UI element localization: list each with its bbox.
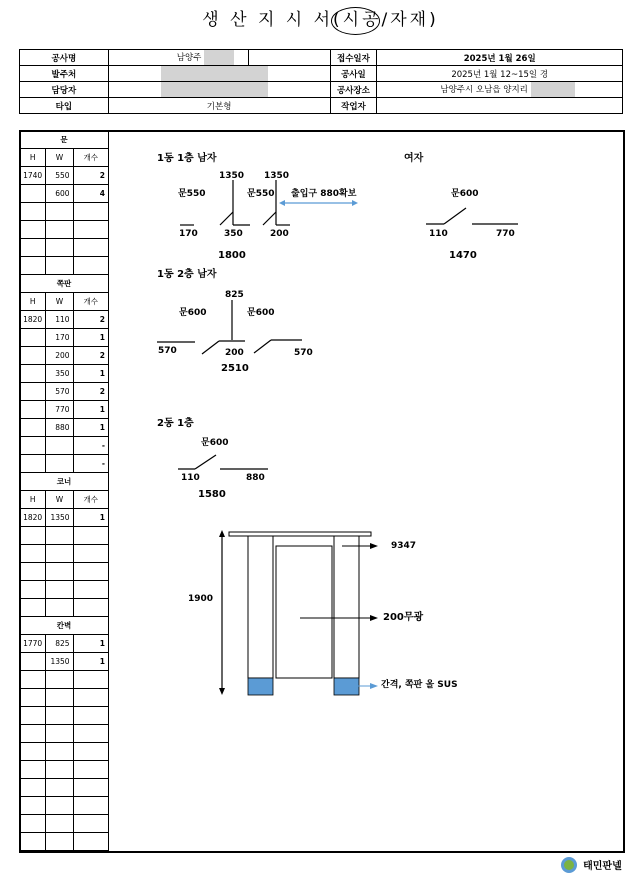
cell: - bbox=[73, 455, 108, 473]
cell: 550 bbox=[46, 167, 73, 185]
cell: 770 bbox=[46, 401, 73, 419]
value-client bbox=[108, 66, 330, 82]
document-title: 생 산 지 시 서(시공/자재) bbox=[202, 10, 439, 30]
cell: 350 bbox=[46, 365, 73, 383]
dim-825: 825 bbox=[225, 290, 244, 300]
width-770: 770 bbox=[496, 229, 515, 239]
logo-text: 태민판넬 bbox=[583, 861, 622, 872]
col-h: H bbox=[20, 293, 46, 311]
cell bbox=[20, 401, 46, 419]
section-title-corner: 코너 bbox=[20, 473, 109, 491]
cell: 1350 bbox=[46, 653, 73, 671]
cell: 1 bbox=[73, 329, 108, 347]
title-circle-mark bbox=[331, 7, 380, 35]
total-1580: 1580 bbox=[198, 489, 226, 500]
cell bbox=[20, 455, 46, 473]
section-title-panel: 쪽판 bbox=[20, 275, 109, 293]
cell: 1820 bbox=[20, 509, 46, 527]
total-1800: 1800 bbox=[218, 250, 246, 261]
cell bbox=[20, 185, 46, 203]
project-name: 남양주 bbox=[176, 53, 202, 63]
logo-icon bbox=[560, 856, 578, 874]
cell: 570 bbox=[46, 383, 73, 401]
redacted-box bbox=[531, 82, 575, 97]
cell: 1 bbox=[73, 365, 108, 383]
col-h: H bbox=[20, 491, 46, 509]
total-2510: 2510 bbox=[221, 363, 249, 374]
value-project bbox=[108, 50, 248, 66]
col-qty: 개수 bbox=[73, 149, 108, 167]
door-label: 문600 bbox=[451, 189, 479, 199]
value-work-date: 2025년 1월 12~15일 경 bbox=[377, 66, 623, 82]
door-label: 문600 bbox=[247, 308, 275, 318]
cell: 1 bbox=[73, 635, 108, 653]
dim-1350-b: 1350 bbox=[264, 171, 290, 181]
width-200: 200 bbox=[270, 229, 289, 239]
label-receipt-date: 접수일자 bbox=[330, 50, 377, 66]
elevation-drawing bbox=[210, 528, 390, 698]
width-200: 200 bbox=[225, 348, 244, 358]
total-1470: 1470 bbox=[449, 250, 477, 261]
col-w: W bbox=[46, 491, 73, 509]
width-570: 570 bbox=[294, 348, 313, 358]
door-label: 문550 bbox=[247, 189, 275, 199]
value-worker bbox=[377, 98, 623, 114]
label-worker: 작업자 bbox=[330, 98, 377, 114]
cell: 1770 bbox=[20, 635, 46, 653]
width-110: 110 bbox=[181, 473, 200, 483]
cell: 1 bbox=[73, 509, 108, 527]
cell: 2 bbox=[73, 311, 108, 329]
cell: 825 bbox=[46, 635, 73, 653]
cell bbox=[20, 329, 46, 347]
door-label: 문600 bbox=[201, 438, 229, 448]
label-site: 공사장소 bbox=[330, 82, 377, 98]
col-qty: 개수 bbox=[73, 491, 108, 509]
section-title-bldg2: 2동 1층 bbox=[157, 418, 194, 429]
header-table bbox=[19, 49, 623, 114]
cell: 1820 bbox=[20, 311, 46, 329]
cell: 200 bbox=[46, 347, 73, 365]
height-1900: 1900 bbox=[188, 594, 214, 604]
cell bbox=[20, 365, 46, 383]
cell bbox=[46, 455, 73, 473]
cell: 1 bbox=[73, 419, 108, 437]
cell: 110 bbox=[46, 311, 73, 329]
cell: 2 bbox=[73, 167, 108, 185]
cell bbox=[20, 383, 46, 401]
cell bbox=[20, 419, 46, 437]
label-client: 발주처 bbox=[20, 66, 109, 82]
section-title-1f-male: 1동 1층 남자 bbox=[157, 153, 217, 164]
label-type: 타입 bbox=[20, 98, 109, 114]
site-text: 남양주시 오남읍 양지리 bbox=[440, 85, 528, 95]
width-110: 110 bbox=[429, 229, 448, 239]
redacted-box bbox=[161, 66, 268, 81]
dim-1350-a: 1350 bbox=[219, 171, 245, 181]
value-site bbox=[377, 82, 623, 98]
label-project: 공사명 bbox=[20, 50, 109, 66]
section-title-female: 여자 bbox=[404, 153, 424, 164]
cell: 1740 bbox=[20, 167, 46, 185]
width-570: 570 bbox=[158, 346, 177, 356]
cell: 1 bbox=[73, 401, 108, 419]
col-qty: 개수 bbox=[73, 293, 108, 311]
cell: 4 bbox=[73, 185, 108, 203]
door-label: 문600 bbox=[179, 308, 207, 318]
value-manager bbox=[108, 82, 330, 98]
cell bbox=[20, 347, 46, 365]
col-h: H bbox=[20, 149, 46, 167]
callout-sus: 간격, 쪽판 올 SUS bbox=[381, 680, 458, 690]
section-title-door: 문 bbox=[20, 131, 109, 149]
cell: 170 bbox=[46, 329, 73, 347]
cell bbox=[20, 653, 46, 671]
redacted-box bbox=[204, 50, 234, 65]
floorplan-1f-male bbox=[170, 180, 370, 230]
value-receipt-date: 2025년 1월 26일 bbox=[377, 50, 623, 66]
width-880: 880 bbox=[246, 473, 265, 483]
callout-9347: 9347 bbox=[391, 541, 417, 551]
cell: - bbox=[73, 437, 108, 455]
material-sidebar bbox=[19, 130, 109, 851]
floorplan-bldg2 bbox=[175, 450, 275, 475]
cell bbox=[46, 437, 73, 455]
label-manager: 담당자 bbox=[20, 82, 109, 98]
cell: 600 bbox=[46, 185, 73, 203]
redacted-box bbox=[161, 82, 268, 97]
drawing-frame bbox=[19, 130, 625, 853]
cell bbox=[20, 437, 46, 455]
entrance-note: 출입구 880확보 bbox=[291, 189, 357, 199]
cell: 2 bbox=[73, 347, 108, 365]
col-w: W bbox=[46, 149, 73, 167]
label-work-date: 공사일 bbox=[330, 66, 377, 82]
width-170: 170 bbox=[179, 229, 198, 239]
floorplan-female bbox=[420, 200, 530, 230]
door-label: 문550 bbox=[178, 189, 206, 199]
cell: 2 bbox=[73, 383, 108, 401]
cell: 1 bbox=[73, 653, 108, 671]
section-title-2f-male: 1동 2층 남자 bbox=[157, 269, 217, 280]
cell: 1350 bbox=[46, 509, 73, 527]
value-type: 기본형 bbox=[108, 98, 330, 114]
col-w: W bbox=[46, 293, 73, 311]
callout-matte: 200무광 bbox=[383, 612, 424, 623]
company-logo bbox=[560, 854, 622, 874]
cell: 880 bbox=[46, 419, 73, 437]
width-350: 350 bbox=[224, 229, 243, 239]
section-title-partition: 칸벽 bbox=[20, 617, 109, 635]
